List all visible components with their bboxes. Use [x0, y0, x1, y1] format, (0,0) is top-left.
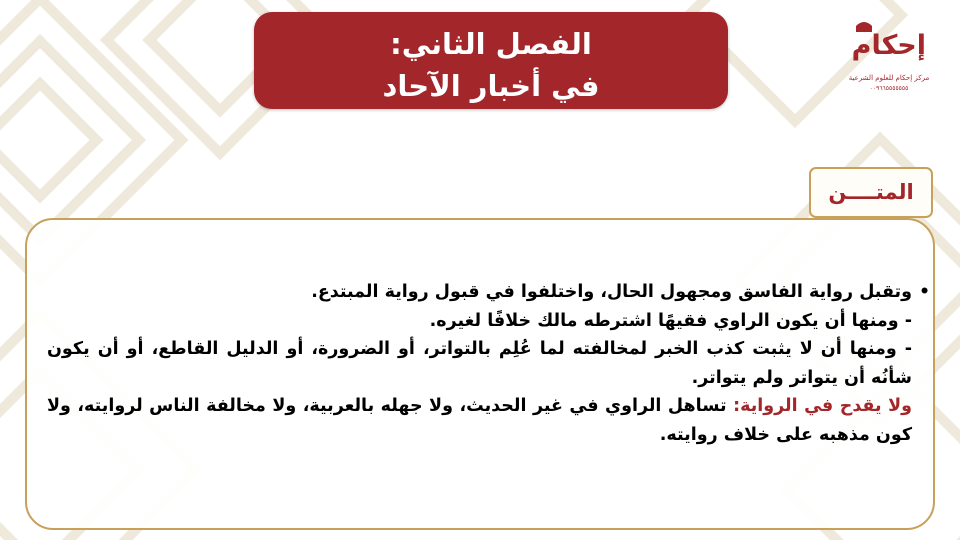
- chapter-title: الفصل الثاني:: [390, 27, 592, 61]
- logo-subtitle: مركز إحكام للعلوم الشرعية: [848, 74, 930, 82]
- content-box: [25, 218, 935, 530]
- matn-label-box: المتــــن: [809, 167, 933, 218]
- paragraph-3: - ومنها أن لا يثبت كذب الخبر لمخالفته لما عُلِم بالتواتر، أو الضرورة، أو الدليل القاطع، أو أن يكون شأنُه أن يتواتر ولم يتواتر.: [47, 339, 912, 388]
- paragraph-2: - ومنها أن يكون الراوي فقيهًا اشترطه مالك خلافًا لغيره.: [429, 310, 912, 331]
- slide-title-box: [254, 12, 728, 109]
- paragraph-1: وتقبل رواية الفاسق ومجهول الحال، واختلفوا في قبول رواية المبتدع.: [311, 282, 912, 302]
- matn-text: [47, 278, 930, 449]
- logo-name: إحكام: [851, 30, 926, 61]
- paragraph-4: [47, 392, 912, 449]
- logo: [848, 26, 930, 96]
- logo-phone: ٠٠٩٦٦٥٥٥٥٥٥٥: [869, 85, 909, 92]
- chapter-subtitle: في أخبار الآحاد: [382, 69, 600, 103]
- paragraph-4-text: تساهل الراوي في غير الحديث، ولا جهله بالعربية، ولا مخالفة الناس لروايته، ولا كون مذهبه على خلاف روايته.: [47, 396, 912, 445]
- bullet-icon: •: [919, 282, 930, 302]
- highlight-phrase: ولا يقدح في الرواية:: [733, 396, 912, 416]
